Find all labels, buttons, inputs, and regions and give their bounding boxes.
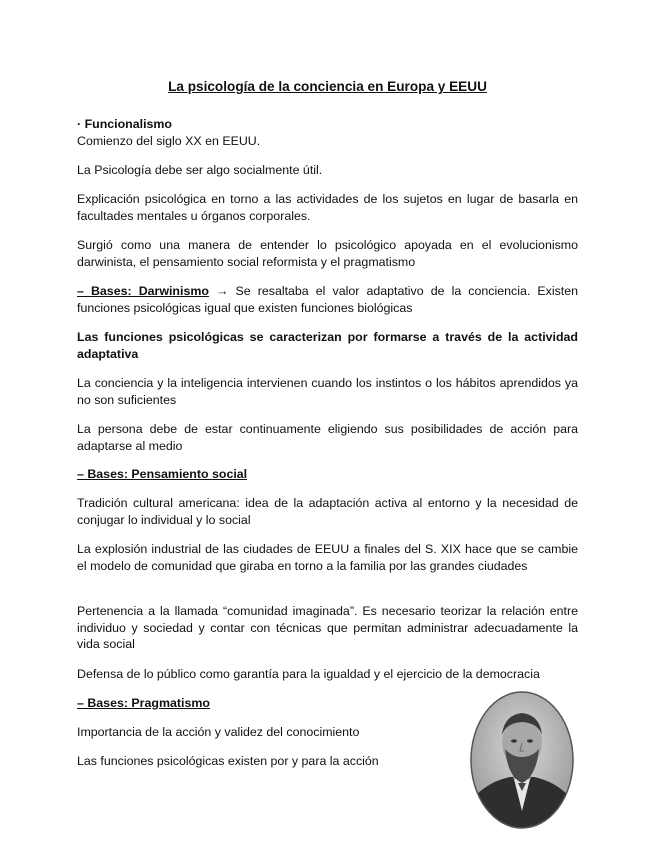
paragraph: Comienzo del siglo XX en EEUU.: [77, 134, 261, 148]
paragraph: La explosión industrial de las ciudades de EEUU a finales del S. XIX hace que se cambie el modelo de comunidad que giraba en torno a la familia por las grandes ciudades: [77, 542, 578, 573]
paragraph: Surgió como una manera de entender lo psicológico apoyada en el evolucionismo darwinista, el pensamiento social reformista y el pragmatismo: [77, 238, 578, 269]
paragraph: Defensa de lo público como garantía para la igualdad y el ejercicio de la democracia: [77, 667, 540, 681]
heading-funcionalismo: · Funcionalismo: [77, 117, 172, 131]
darwinismo-text: → Se resaltaba el valor adaptativo de la conciencia. Existen funciones psicológicas igual que existen funciones biológicas: [77, 284, 579, 315]
heading-bases-pragmatismo: – Bases: Pragmatismo: [77, 696, 210, 710]
paragraph: Pertenencia a la llamada “comunidad imaginada”. Es necesario teorizar la relación entre individuo y sociedad y contar con técnicas que permitan administrar adecuadamente la vida social: [77, 604, 578, 651]
paragraph-darwinismo: [77, 283, 578, 316]
document-title: La psicología de la conciencia en Europa y EEUU: [168, 79, 487, 94]
paragraph: Las funciones psicológicas existen por y para la acción: [77, 754, 379, 768]
paragraph: Explicación psicológica en torno a las actividades de los sujetos en lugar de basarla en facultades mentales u órganos corporales.: [77, 192, 578, 223]
heading-bases-pensamiento-social: – Bases: Pensamiento social: [77, 467, 248, 481]
heading-bases-darwinismo: – Bases: Darwinismo: [77, 284, 209, 298]
bold-statement: Las funciones psicológicas se caracterizan por formarse a través de la actividad adaptativa: [77, 330, 578, 361]
paragraph: La persona debe de estar continuamente eligiendo sus posibilidades de acción para adaptarse al medio: [77, 422, 578, 453]
paragraph: Tradición cultural americana: idea de la adaptación activa al entorno y la necesidad de conjugar lo individual y lo social: [77, 496, 578, 527]
paragraph: Importancia de la acción y validez del conocimiento: [77, 725, 360, 739]
portrait-photo: [470, 691, 574, 829]
paragraph: La Psicología debe ser algo socialmente útil.: [77, 163, 323, 177]
paragraph: La conciencia y la inteligencia intervienen cuando los instintos o los hábitos aprendidos ya no son suficientes: [77, 376, 578, 407]
